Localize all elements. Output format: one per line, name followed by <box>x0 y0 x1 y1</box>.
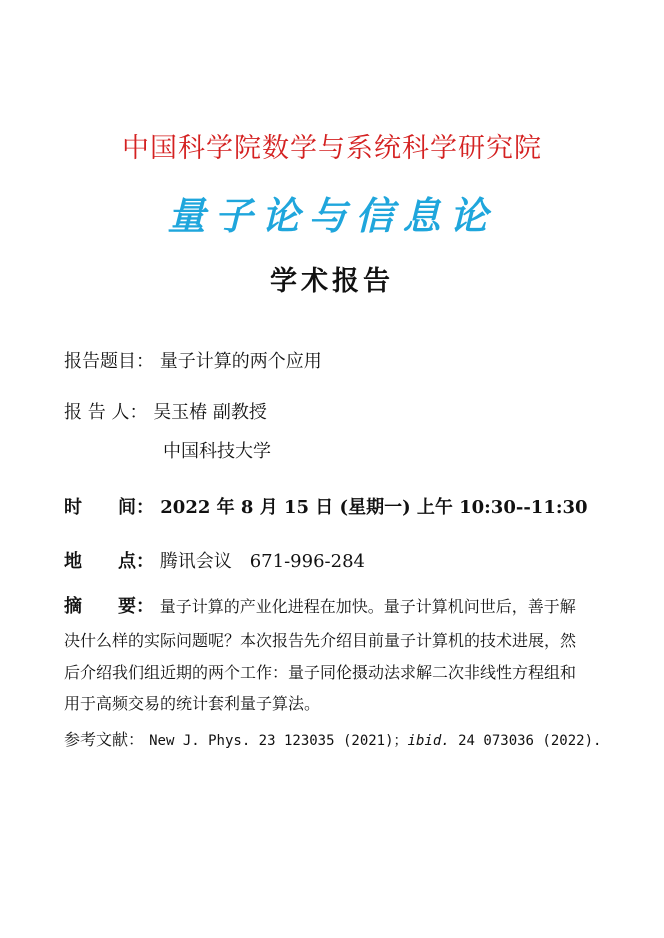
title-label: 报告题目： <box>64 351 154 372</box>
institution-title: 中国科学院数学与系统科学研究院 <box>122 133 542 164</box>
series-title: 量子论与信息论 <box>167 193 497 238</box>
place-row <box>64 550 365 574</box>
title-row <box>64 350 322 374</box>
references-row <box>64 728 601 753</box>
references-label: 参考文献： <box>64 730 145 749</box>
abstract-label: 摘 要： <box>64 596 154 617</box>
abstract-line-1: 量子计算的产业化进程在加快。量子计算机问世后，善于解 <box>159 597 576 616</box>
abstract-line-2: 决什么样的实际问题呢？本次报告先介绍目前量子计算机的技术进展，然 <box>64 631 577 650</box>
speaker-label: 报 告 人： <box>64 402 148 423</box>
report-type-title: 学术报告 <box>270 266 394 297</box>
speaker-row <box>64 401 267 425</box>
abstract-first-line <box>64 595 576 619</box>
time-row <box>64 496 588 520</box>
speaker-name: 吴玉椿 副教授 <box>153 402 267 423</box>
place-label: 地 点： <box>64 551 154 572</box>
reference-ibid: ibid. <box>407 733 450 749</box>
time-label: 时 间： <box>64 497 154 518</box>
title-value: 量子计算的两个应用 <box>159 351 322 372</box>
place-value: 腾讯会议 671-996-284 <box>159 551 365 572</box>
abstract-line-3: 后介绍我们组近期的两个工作：量子同伦摄动法求解二次非线性方程组和 <box>64 663 577 682</box>
reference-1: New J. Phys. 23 123035 (2021)； <box>149 733 408 749</box>
time-value: 2022 年 8 月 15 日 (星期一) 上午 10:30--11:30 <box>160 497 588 518</box>
speaker-affiliation: 中国科技大学 <box>163 441 271 462</box>
reference-2: 24 073036 (2022). <box>449 733 602 749</box>
abstract-line-4: 用于高频交易的统计套利量子算法。 <box>64 694 321 713</box>
